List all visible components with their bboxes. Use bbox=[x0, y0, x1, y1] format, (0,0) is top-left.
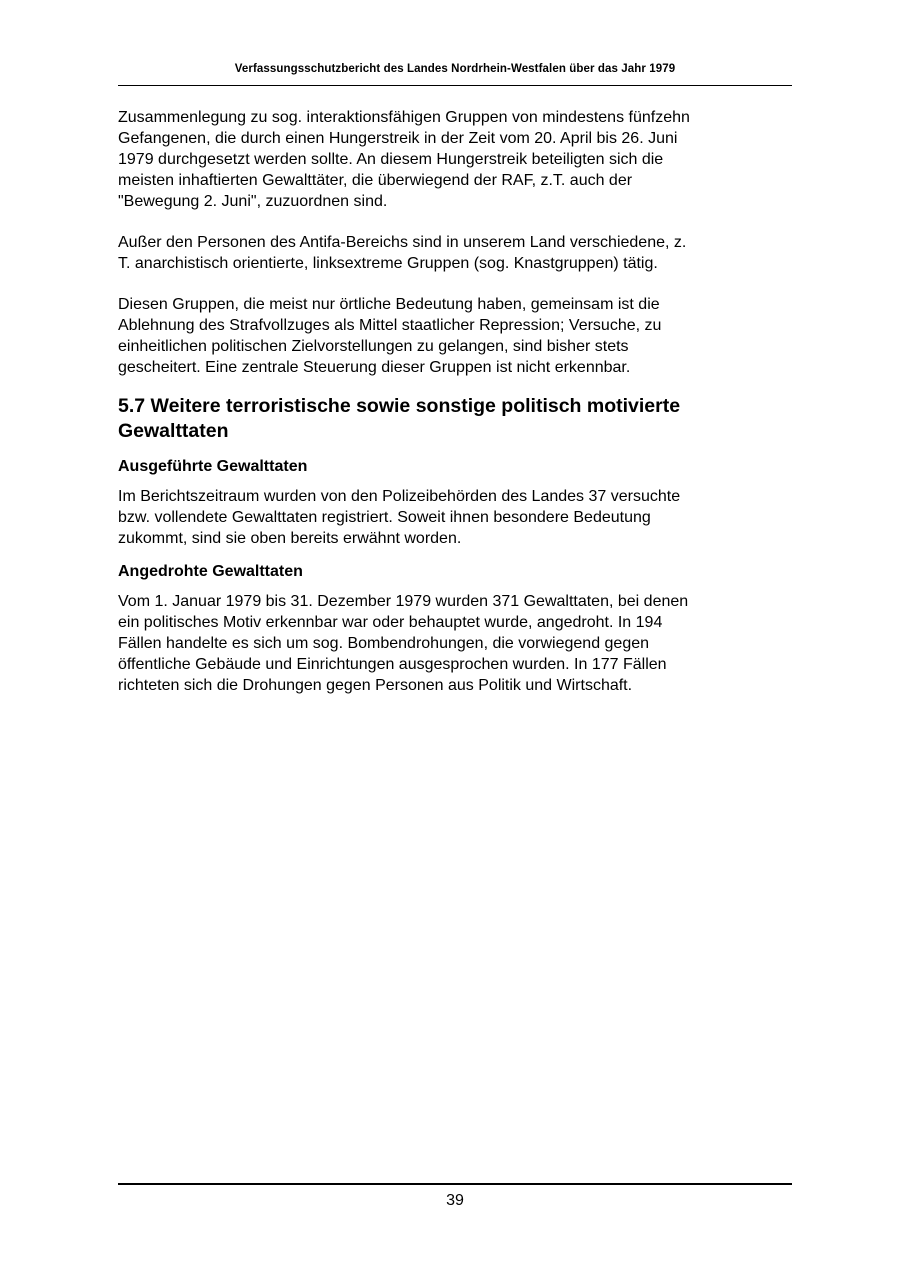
text-line: zukommt, sind sie oben bereits erwähnt worden. bbox=[118, 530, 462, 547]
text-line: einheitlichen politischen Zielvorstellungen zu gelangen, sind bisher stets bbox=[118, 338, 629, 355]
text-line: gescheitert. Eine zentrale Steuerung dieser Gruppen ist nicht erkennbar. bbox=[118, 359, 631, 376]
section-heading-line: 5.7 Weitere terroristische sowie sonstige politisch motivierte bbox=[118, 395, 681, 417]
paragraph-antifa bbox=[118, 232, 790, 274]
section-heading bbox=[118, 394, 790, 444]
paragraph-gruppen bbox=[118, 294, 790, 378]
text-line: meisten inhaftierten Gewalttäter, die überwiegend der RAF, z.T. auch der bbox=[118, 172, 633, 189]
section-heading-line: Gewalttaten bbox=[118, 420, 229, 442]
paragraph-hungerstreik bbox=[118, 107, 790, 212]
page-number: 39 bbox=[446, 1192, 464, 1209]
text-line: Ablehnung des Strafvollzuges als Mittel staatlicher Repression; Versuche, zu bbox=[118, 317, 662, 334]
text-line: 1979 durchgesetzt werden sollte. An diesem Hungerstreik beteiligten sich die bbox=[118, 151, 664, 168]
text-line: öffentliche Gebäude und Einrichtungen ausgesprochen wurden. In 177 Fällen bbox=[118, 656, 667, 673]
header-rule bbox=[118, 85, 792, 86]
text-line: Gefangenen, die durch einen Hungerstreik in der Zeit vom 20. April bis 26. Juni bbox=[118, 130, 678, 147]
subheading-angedrohte: Angedrohte Gewalttaten bbox=[118, 563, 303, 580]
text-line: Diesen Gruppen, die meist nur örtliche Bedeutung haben, gemeinsam ist die bbox=[118, 296, 660, 313]
text-line: Fällen handelte es sich um sog. Bombendrohungen, die vorwiegend gegen bbox=[118, 635, 650, 652]
text-line: T. anarchistisch orientierte, linksextreme Gruppen (sog. Knastgruppen) tätig. bbox=[118, 255, 658, 272]
text-line: richteten sich die Drohungen gegen Personen aus Politik und Wirtschaft. bbox=[118, 677, 633, 694]
subheading-ausgefuehrte: Ausgeführte Gewalttaten bbox=[118, 458, 308, 475]
text-line: ein politisches Motiv erkennbar war oder behauptet wurde, angedroht. In 194 bbox=[118, 614, 663, 631]
paragraph-ausgefuehrte bbox=[118, 486, 790, 549]
text-line: "Bewegung 2. Juni", zuzuordnen sind. bbox=[118, 193, 388, 210]
text-line: Zusammenlegung zu sog. interaktionsfähigen Gruppen von mindestens fünfzehn bbox=[118, 109, 690, 126]
text-line: bzw. vollendete Gewalttaten registriert. Soweit ihnen besondere Bedeutung bbox=[118, 509, 651, 526]
paragraph-angedrohte bbox=[118, 591, 790, 696]
page-body bbox=[118, 107, 790, 696]
footer-rule bbox=[118, 1183, 792, 1185]
running-header: Verfassungsschutzbericht des Landes Nordrhein-Westfalen über das Jahr 1979 bbox=[234, 63, 676, 75]
text-line: Vom 1. Januar 1979 bis 31. Dezember 1979 wurden 371 Gewalttaten, bei denen bbox=[118, 593, 689, 610]
text-line: Im Berichtszeitraum wurden von den Polizeibehörden des Landes 37 versuchte bbox=[118, 488, 681, 505]
text-line: Außer den Personen des Antifa-Bereichs sind in unserem Land verschiedene, z. bbox=[118, 234, 687, 251]
